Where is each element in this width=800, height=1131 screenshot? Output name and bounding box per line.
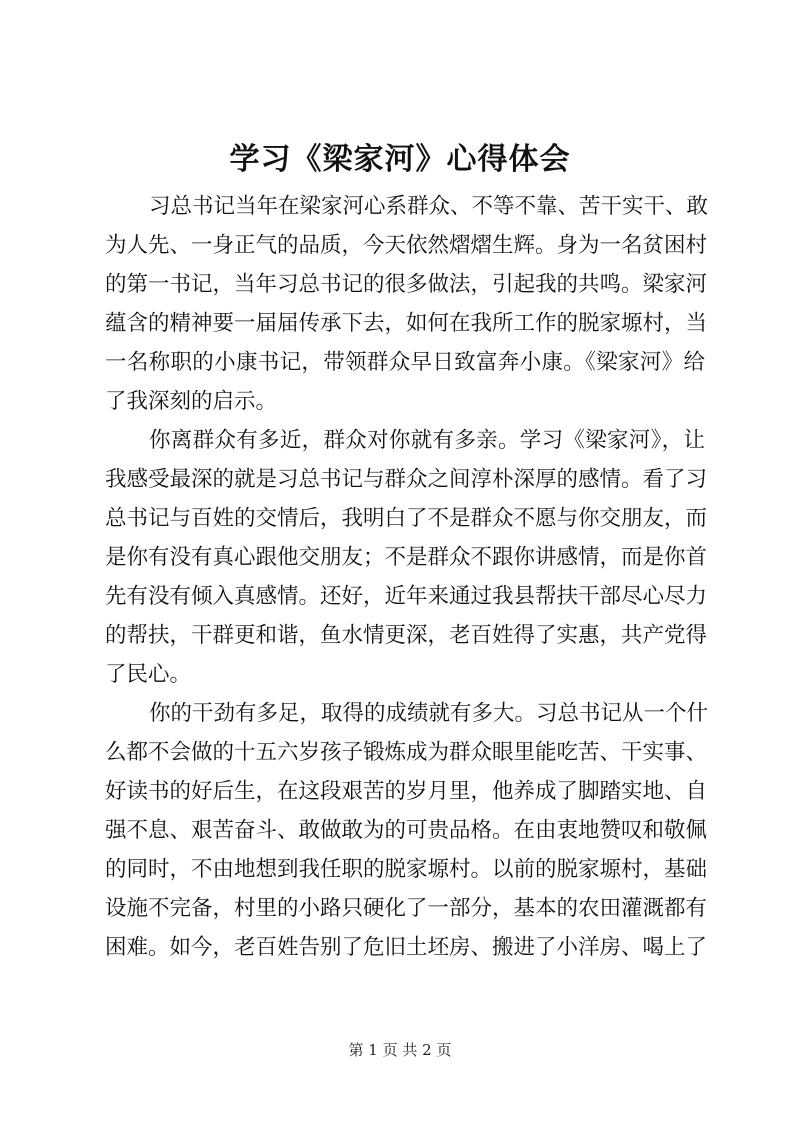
paragraph-1 — [105, 187, 709, 421]
text-line: 先有没有倾入真感情。还好，近年来通过我县帮扶干部尽心尽力 — [105, 584, 708, 609]
text-line: 么都不会做的十五六岁孩子锻炼成为群众眼里能吃苦、干实事、 — [105, 740, 708, 765]
page-footer: 第 1 页 共 2 页 — [348, 1041, 452, 1059]
text-line: 一名称职的小康书记，带领群众早日致富奔小康。《梁家河》给 — [105, 350, 705, 375]
text-line: 的同时，不由地想到我任职的脱家塬村。以前的脱家塬村，基础 — [105, 857, 708, 882]
text-line: 设施不完备，村里的小路只硬化了一部分，基本的农田灌溉都有 — [105, 896, 708, 921]
text-line: 总书记与百姓的交情后，我明白了不是群众不愿与你交朋友，而 — [105, 506, 708, 531]
text-line: 的帮扶，干群更和谐，鱼水情更深，老百姓得了实惠，共产党得 — [105, 623, 708, 648]
document-body — [105, 187, 709, 967]
text-line: 是你有没有真心跟他交朋友；不是群众不跟你讲感情，而是你首 — [105, 545, 708, 570]
text-line: 蕴含的精神要一届届传承下去，如何在我所工作的脱家塬村，当 — [105, 311, 708, 336]
text-line: 困难。如今，老百姓告别了危旧土坯房、搬进了小洋房、喝上了 — [105, 935, 708, 960]
text-line: 好读书的好后生，在这段艰苦的岁月里，他养成了脚踏实地、自 — [105, 779, 708, 804]
text-line: 了民心。 — [105, 662, 192, 687]
text-line: 习总书记当年在梁家河心系群众、不等不靠、苦干实干、敢 — [149, 194, 709, 219]
text-line: 了我深刻的启示。 — [105, 389, 278, 414]
text-line: 我感受最深的就是习总书记与群众之间淳朴深厚的感情。看了习 — [105, 467, 708, 492]
text-line: 强不息、艰苦奋斗、敢做敢为的可贵品格。在由衷地赞叹和敬佩 — [105, 818, 708, 843]
document-title: 学习《梁家河》心得体会 — [229, 142, 571, 177]
text-line: 的第一书记，当年习总书记的很多做法，引起我的共鸣。梁家河 — [105, 272, 708, 297]
text-line: 你离群众有多近，群众对你就有多亲。学习《梁家河》，让 — [149, 428, 705, 453]
paragraph-3 — [105, 694, 709, 967]
text-line: 你的干劲有多足，取得的成绩就有多大。习总书记从一个什 — [149, 701, 709, 726]
paragraph-2 — [105, 421, 708, 694]
text-line: 为人先、一身正气的品质，今天依然熠熠生辉。身为一名贫困村 — [105, 233, 708, 258]
